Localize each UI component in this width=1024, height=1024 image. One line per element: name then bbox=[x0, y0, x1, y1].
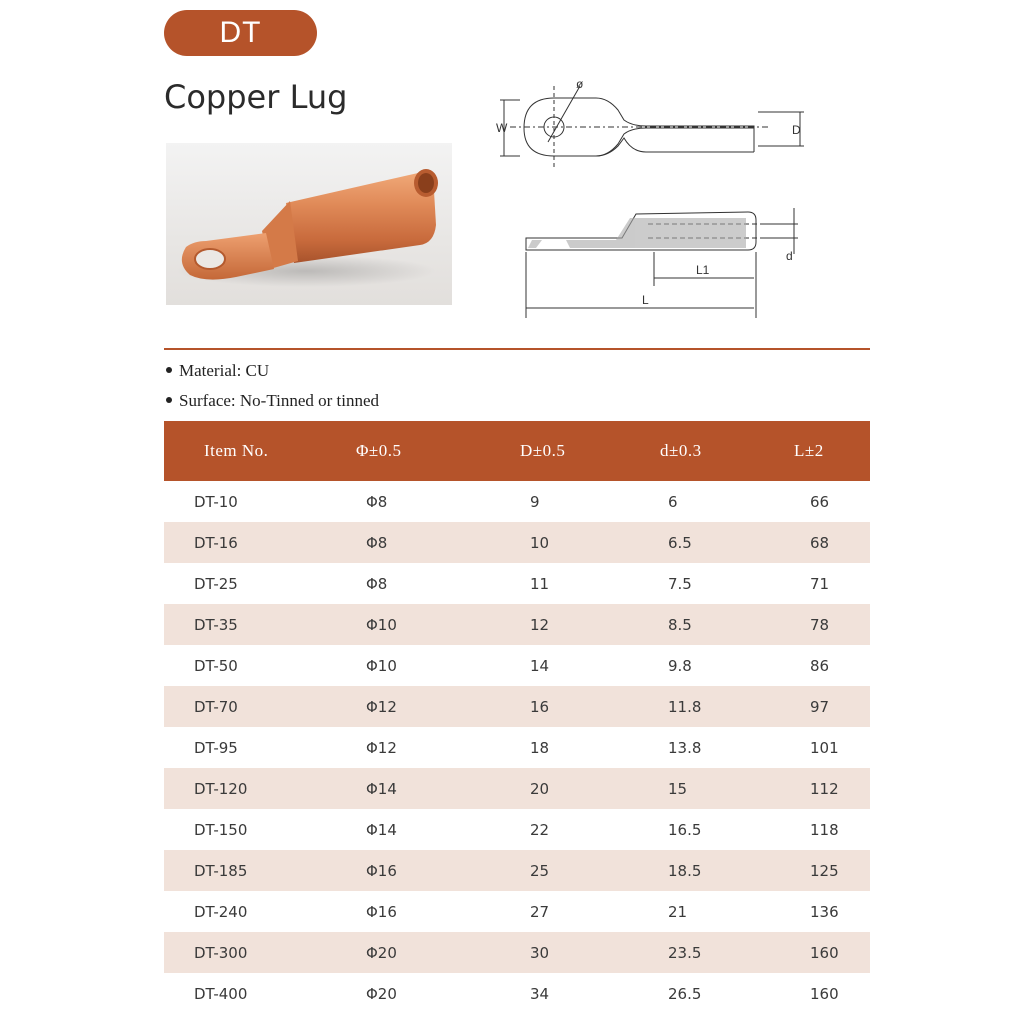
table-row bbox=[164, 891, 870, 932]
cell-item-no: DT-95 bbox=[194, 738, 238, 757]
cell-l: 86 bbox=[810, 656, 830, 675]
cell-item-no: DT-25 bbox=[194, 574, 238, 593]
table-row bbox=[164, 727, 870, 768]
spec-surface bbox=[166, 391, 379, 411]
cell-d-upper: 34 bbox=[530, 984, 550, 1003]
cell-d-lower: 11.8 bbox=[668, 697, 702, 716]
cell-item-no: DT-16 bbox=[194, 533, 238, 552]
cell-l: 68 bbox=[810, 533, 830, 552]
cell-item-no: DT-150 bbox=[194, 820, 248, 839]
bullet-icon bbox=[166, 367, 172, 373]
bullet-icon bbox=[166, 397, 172, 403]
cell-phi: Φ20 bbox=[366, 984, 397, 1003]
copper-lug-image bbox=[166, 143, 452, 305]
cell-item-no: DT-120 bbox=[194, 779, 248, 798]
table-body bbox=[164, 481, 870, 1014]
page-title: Copper Lug bbox=[164, 78, 348, 116]
cell-d-lower: 7.5 bbox=[668, 574, 692, 593]
technical-drawing bbox=[496, 72, 816, 322]
cell-d-upper: 16 bbox=[530, 697, 550, 716]
cell-d-lower: 15 bbox=[668, 779, 688, 798]
cell-phi: Φ16 bbox=[366, 902, 397, 921]
d-lower-dimension-label: d bbox=[786, 249, 793, 263]
spec-surface-text: Surface: No-Tinned or tinned bbox=[179, 391, 380, 410]
cell-l: 71 bbox=[810, 574, 830, 593]
cell-item-no: DT-240 bbox=[194, 902, 248, 921]
cell-phi: Φ8 bbox=[366, 574, 388, 593]
cell-l: 125 bbox=[810, 861, 839, 880]
d-upper-dimension-label: D bbox=[792, 123, 801, 137]
l-dimension-label: L bbox=[642, 293, 649, 307]
cell-l: 97 bbox=[810, 697, 830, 716]
table-row bbox=[164, 932, 870, 973]
cell-item-no: DT-400 bbox=[194, 984, 248, 1003]
cell-d-upper: 30 bbox=[530, 943, 550, 962]
cell-phi: Φ8 bbox=[366, 533, 388, 552]
cell-item-no: DT-50 bbox=[194, 656, 238, 675]
cell-item-no: DT-35 bbox=[194, 615, 238, 634]
spec-material-text: Material: CU bbox=[179, 361, 270, 380]
cell-phi: Φ20 bbox=[366, 943, 397, 962]
table-row bbox=[164, 686, 870, 727]
cell-item-no: DT-185 bbox=[194, 861, 248, 880]
product-code-badge: DT bbox=[164, 10, 317, 56]
header-d-lower: d±0.3 bbox=[660, 441, 702, 460]
w-dimension-label: W bbox=[496, 121, 508, 135]
header-phi: Φ±0.5 bbox=[356, 441, 402, 460]
cell-phi: Φ14 bbox=[366, 779, 397, 798]
cell-d-upper: 12 bbox=[530, 615, 550, 634]
table-row bbox=[164, 604, 870, 645]
product-photo bbox=[166, 143, 452, 305]
cell-item-no: DT-10 bbox=[194, 492, 238, 511]
cell-d-upper: 25 bbox=[530, 861, 550, 880]
cell-d-upper: 10 bbox=[530, 533, 550, 552]
cell-phi: Φ16 bbox=[366, 861, 397, 880]
cell-phi: Φ12 bbox=[366, 697, 397, 716]
cell-d-lower: 16.5 bbox=[668, 820, 702, 839]
table-row bbox=[164, 481, 870, 522]
cell-item-no: DT-70 bbox=[194, 697, 238, 716]
cell-l: 66 bbox=[810, 492, 830, 511]
cell-l: 136 bbox=[810, 902, 839, 921]
cell-l: 160 bbox=[810, 984, 839, 1003]
cell-d-lower: 18.5 bbox=[668, 861, 702, 880]
cell-d-lower: 9.8 bbox=[668, 656, 692, 675]
table-row bbox=[164, 809, 870, 850]
cell-d-lower: 23.5 bbox=[668, 943, 702, 962]
table-row bbox=[164, 850, 870, 891]
cell-d-upper: 18 bbox=[530, 738, 550, 757]
cell-d-upper: 9 bbox=[530, 492, 540, 511]
table-header bbox=[164, 421, 870, 481]
cell-l: 118 bbox=[810, 820, 839, 839]
spec-table bbox=[164, 421, 870, 1014]
cell-d-lower: 13.8 bbox=[668, 738, 702, 757]
cell-d-lower: 21 bbox=[668, 902, 688, 921]
table-row bbox=[164, 645, 870, 686]
table-row bbox=[164, 563, 870, 604]
cell-phi: Φ14 bbox=[366, 820, 397, 839]
section-divider bbox=[164, 348, 870, 350]
cell-phi: Φ8 bbox=[366, 492, 388, 511]
cell-l: 160 bbox=[810, 943, 839, 962]
cell-d-lower: 6.5 bbox=[668, 533, 692, 552]
cell-phi: Φ12 bbox=[366, 738, 397, 757]
cell-l: 78 bbox=[810, 615, 830, 634]
cell-l: 112 bbox=[810, 779, 839, 798]
dimension-diagram bbox=[496, 72, 816, 322]
cell-d-upper: 14 bbox=[530, 656, 550, 675]
header-d-upper: D±0.5 bbox=[520, 441, 566, 460]
cell-phi: Φ10 bbox=[366, 656, 397, 675]
cell-d-upper: 20 bbox=[530, 779, 550, 798]
table-row bbox=[164, 522, 870, 563]
table-row bbox=[164, 973, 870, 1014]
cell-item-no: DT-300 bbox=[194, 943, 248, 962]
header-l: L±2 bbox=[794, 441, 824, 460]
table-row bbox=[164, 768, 870, 809]
cell-d-upper: 27 bbox=[530, 902, 550, 921]
cell-phi: Φ10 bbox=[366, 615, 397, 634]
header-item-no: Item No. bbox=[204, 441, 269, 460]
phi-dimension-label: ø bbox=[576, 77, 584, 91]
spec-material bbox=[166, 361, 269, 381]
cell-d-lower: 6 bbox=[668, 492, 678, 511]
cell-d-lower: 8.5 bbox=[668, 615, 692, 634]
l1-dimension-label: L1 bbox=[696, 263, 710, 277]
cell-d-upper: 11 bbox=[530, 574, 550, 593]
cell-d-upper: 22 bbox=[530, 820, 550, 839]
cell-l: 101 bbox=[810, 738, 839, 757]
cell-d-lower: 26.5 bbox=[668, 984, 702, 1003]
